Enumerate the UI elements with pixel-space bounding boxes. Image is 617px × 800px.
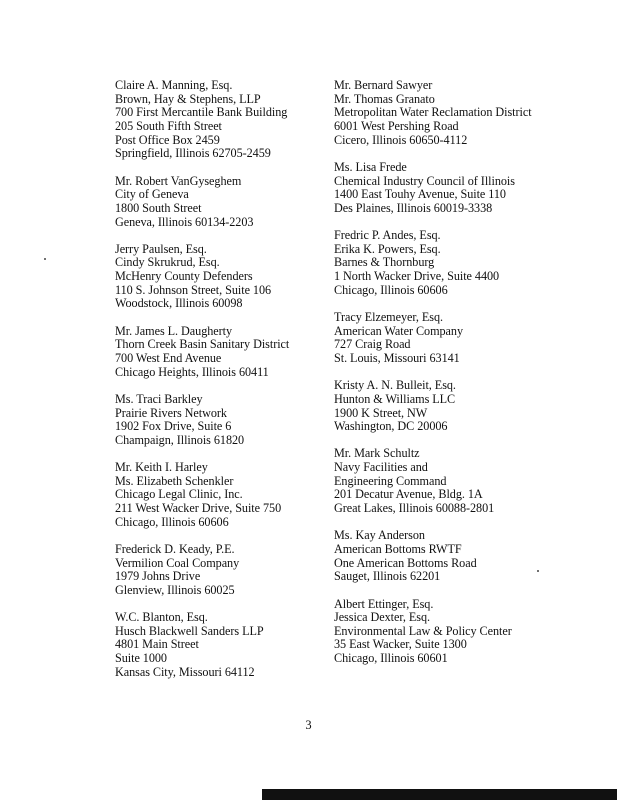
address-line: 727 Craig Road: [334, 337, 411, 352]
recipient-name: Mr. Bernard Sawyer: [334, 78, 433, 92]
address-line: Mr. Thomas Granato: [334, 91, 435, 106]
address-line: 700 First Mercantile Bank Building: [115, 105, 288, 120]
address-line: 35 East Wacker, Suite 1300: [334, 637, 467, 652]
address-line: Brown, Hay & Stephens, LLP: [115, 91, 261, 106]
address-line: St. Louis, Missouri 63141: [334, 350, 460, 365]
address-line: Cindy Skrukrud, Esq.: [115, 255, 220, 270]
address-line: Chicago, Illinois 60606: [115, 514, 229, 529]
address-line: 211 West Wacker Drive, Suite 750: [115, 501, 282, 516]
address-line: Glenview, Illinois 60025: [115, 582, 235, 597]
address-line: 1900 K Street, NW: [334, 405, 428, 420]
address-block: [115, 611, 325, 679]
address-line: Sauget, Illinois 62201: [334, 569, 441, 584]
address-line: Chemical Industry Council of Illinois: [334, 173, 515, 188]
address-line: Environmental Law & Policy Center: [334, 623, 512, 638]
address-line: 1902 Fox Drive, Suite 6: [115, 419, 232, 434]
recipient-name: Claire A. Manning, Esq.: [115, 78, 233, 92]
address-line: Geneva, Illinois 60134-2203: [115, 214, 254, 229]
address-line: Metropolitan Water Reclamation District: [334, 105, 532, 120]
address-line: One American Bottoms Road: [334, 555, 477, 570]
address-line: 6001 West Pershing Road: [334, 118, 459, 133]
page-number: 3: [305, 718, 312, 732]
address-line: Engineering Command: [334, 473, 447, 488]
recipient-name: Jerry Paulsen, Esq.: [115, 241, 207, 256]
address-block: [334, 229, 604, 297]
address-line: Des Plaines, Illinois 60019-3338: [334, 200, 493, 215]
recipient-name: Ms. Kay Anderson: [334, 528, 425, 543]
address-column-right: [334, 79, 604, 666]
recipient-name: W.C. Blanton, Esq.: [115, 610, 208, 625]
scan-speck: [537, 570, 539, 572]
address-block: [115, 243, 325, 311]
address-block: [334, 79, 604, 147]
address-line: 110 S. Johnson Street, Suite 106: [115, 282, 272, 297]
address-line: 1800 South Street: [115, 200, 202, 215]
address-block: [115, 461, 325, 529]
scan-edge-bar: [262, 789, 617, 800]
address-line: 205 South Fifth Street: [115, 118, 222, 133]
address-line: Great Lakes, Illinois 60088-2801: [334, 501, 495, 516]
address-block: [115, 543, 325, 598]
address-block: [115, 393, 325, 448]
address-line: Thorn Creek Basin Sanitary District: [115, 337, 290, 352]
recipient-name: Albert Ettinger, Esq.: [334, 596, 434, 611]
address-line: Barnes & Thornburg: [334, 255, 435, 270]
address-line: Chicago Legal Clinic, Inc.: [115, 487, 243, 502]
address-block: [334, 161, 604, 216]
address-block: [115, 175, 325, 230]
address-line: Jessica Dexter, Esq.: [334, 610, 430, 625]
address-line: 1400 East Touhy Avenue, Suite 110: [334, 187, 506, 202]
recipient-name: Mr. Keith I. Harley: [115, 460, 208, 475]
address-line: Woodstock, Illinois 60098: [115, 296, 243, 311]
recipient-name: Ms. Traci Barkley: [115, 391, 203, 406]
address-line: Cicero, Illinois 60650-4112: [334, 132, 468, 147]
address-line: Prairie Rivers Network: [115, 405, 227, 420]
recipient-name: Ms. Lisa Frede: [334, 159, 407, 174]
address-block: [334, 311, 604, 366]
address-line: Suite 1000: [115, 651, 167, 666]
recipient-name: Mr. Robert VanGyseghem: [115, 173, 242, 188]
recipient-name: Frederick D. Keady, P.E.: [115, 541, 235, 556]
address-line: 1 North Wacker Drive, Suite 4400: [334, 269, 500, 284]
address-block: [334, 379, 604, 434]
recipient-name: Kristy A. N. Bulleit, Esq.: [334, 378, 456, 393]
address-line: Erika K. Powers, Esq.: [334, 241, 441, 256]
address-line: Husch Blackwell Sanders LLP: [115, 623, 264, 638]
address-line: 1979 Johns Drive: [115, 569, 201, 584]
address-block: [334, 447, 604, 515]
address-block: [334, 598, 604, 666]
recipient-name: Tracy Elzemeyer, Esq.: [334, 309, 444, 324]
address-line: Washington, DC 20006: [334, 419, 448, 434]
address-line: Champaign, Illinois 61820: [115, 432, 245, 447]
address-block: [115, 325, 325, 380]
address-line: Chicago, Illinois 60606: [334, 282, 448, 297]
address-column-left: [115, 79, 325, 679]
address-line: Navy Facilities and: [334, 460, 428, 475]
address-line: Chicago, Illinois 60601: [334, 651, 448, 666]
scan-speck: [44, 258, 46, 260]
address-line: 201 Decatur Avenue, Bldg. 1A: [334, 487, 483, 502]
recipient-name: Mr. James L. Daugherty: [115, 323, 233, 338]
address-line: Kansas City, Missouri 64112: [115, 664, 255, 679]
address-line: McHenry County Defenders: [115, 269, 253, 284]
recipient-name: Mr. Mark Schultz: [334, 446, 420, 461]
recipient-name: Fredric P. Andes, Esq.: [334, 228, 441, 243]
address-line: Springfield, Illinois 62705-2459: [115, 146, 271, 161]
address-line: Chicago Heights, Illinois 60411: [115, 364, 269, 379]
address-line: 4801 Main Street: [115, 637, 199, 652]
address-line: American Water Company: [334, 323, 464, 338]
address-line: Post Office Box 2459: [115, 132, 220, 147]
address-block: [115, 79, 325, 161]
address-line: 700 West End Avenue: [115, 350, 222, 365]
address-block: [334, 529, 604, 584]
address-line: American Bottoms RWTF: [334, 541, 462, 556]
address-line: City of Geneva: [115, 187, 189, 202]
address-line: Ms. Elizabeth Schenkler: [115, 473, 234, 488]
address-line: Vermilion Coal Company: [115, 555, 240, 570]
address-line: Hunton & Williams LLC: [334, 391, 456, 406]
